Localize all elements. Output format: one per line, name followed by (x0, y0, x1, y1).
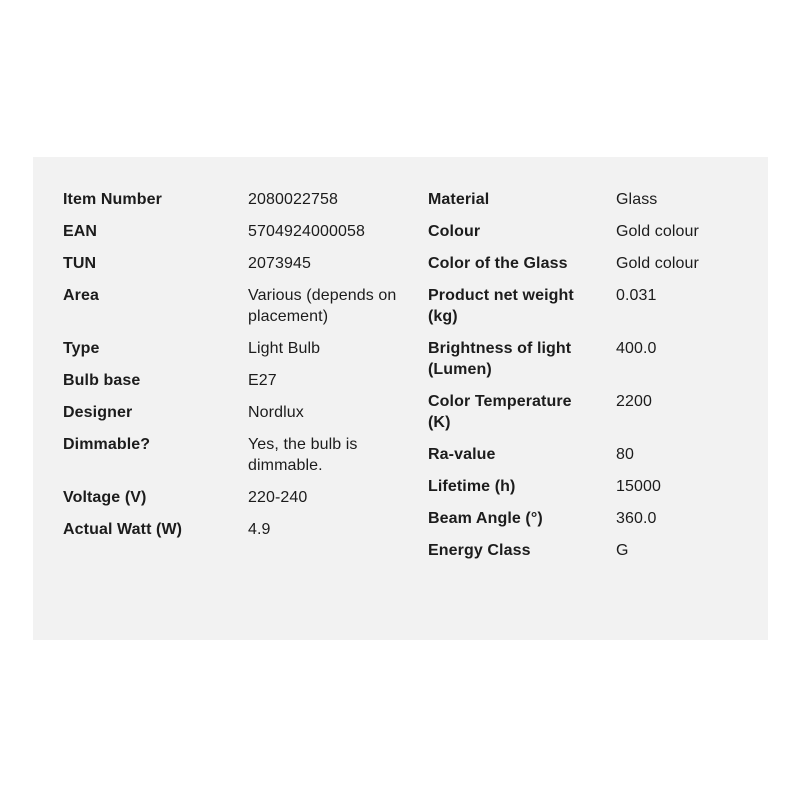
spec-row (428, 476, 768, 497)
spec-value: G (616, 542, 629, 559)
spec-row (428, 391, 768, 433)
spec-row (63, 487, 428, 508)
spec-row (63, 221, 428, 242)
spec-row (63, 338, 428, 359)
spec-label: Item Number (63, 191, 162, 208)
spec-row (428, 338, 768, 380)
spec-column-left (63, 189, 428, 551)
spec-value: Gold colour (616, 223, 699, 240)
spec-row (428, 444, 768, 465)
spec-value: 4.9 (248, 521, 271, 538)
product-specifications-panel (33, 157, 768, 640)
spec-label: Actual Watt (W) (63, 521, 183, 538)
spec-value: 220-240 (248, 489, 308, 506)
spec-row (63, 253, 428, 274)
spec-label: Ra-value (428, 446, 496, 463)
spec-row (428, 285, 768, 327)
spec-label: Product net weight (kg) (428, 287, 574, 325)
spec-row (428, 508, 768, 529)
spec-row (428, 221, 768, 242)
spec-row (428, 189, 768, 210)
spec-value: 5704924000058 (248, 223, 365, 240)
spec-row (428, 540, 768, 561)
spec-value: Glass (616, 191, 658, 208)
spec-label: Colour (428, 223, 481, 240)
spec-row (63, 285, 428, 327)
spec-row (63, 434, 428, 476)
spec-value: 80 (616, 446, 634, 463)
spec-value: Nordlux (248, 404, 304, 421)
spec-row (63, 370, 428, 391)
spec-label: Brightness of light (Lumen) (428, 340, 572, 378)
spec-label: Designer (63, 404, 133, 421)
spec-value: 400.0 (616, 340, 657, 357)
spec-row (428, 253, 768, 274)
spec-row (63, 519, 428, 540)
spec-label: Dimmable? (63, 436, 151, 453)
spec-value: Various (depends on placement) (248, 287, 397, 325)
spec-label: Beam Angle (°) (428, 510, 543, 527)
spec-label: Area (63, 287, 99, 304)
spec-value: 360.0 (616, 510, 657, 527)
spec-value: 2200 (616, 393, 652, 410)
spec-column-right (428, 189, 768, 572)
spec-value: 2080022758 (248, 191, 338, 208)
spec-label: Color of the Glass (428, 255, 568, 272)
spec-row (63, 189, 428, 210)
spec-value: 15000 (616, 478, 661, 495)
spec-label: Material (428, 191, 490, 208)
spec-label: Lifetime (h) (428, 478, 516, 495)
spec-value: Light Bulb (248, 340, 321, 357)
spec-label: Color Temperature (K) (428, 393, 572, 431)
spec-label: TUN (63, 255, 97, 272)
spec-label: Type (63, 340, 100, 357)
spec-value: E27 (248, 372, 277, 389)
spec-value: 0.031 (616, 287, 657, 304)
spec-label: EAN (63, 223, 98, 240)
spec-row (63, 402, 428, 423)
spec-value: Yes, the bulb is dimmable. (248, 436, 358, 474)
spec-label: Voltage (V) (63, 489, 147, 506)
spec-label: Bulb base (63, 372, 141, 389)
spec-value: 2073945 (248, 255, 311, 272)
spec-value: Gold colour (616, 255, 699, 272)
spec-label: Energy Class (428, 542, 531, 559)
